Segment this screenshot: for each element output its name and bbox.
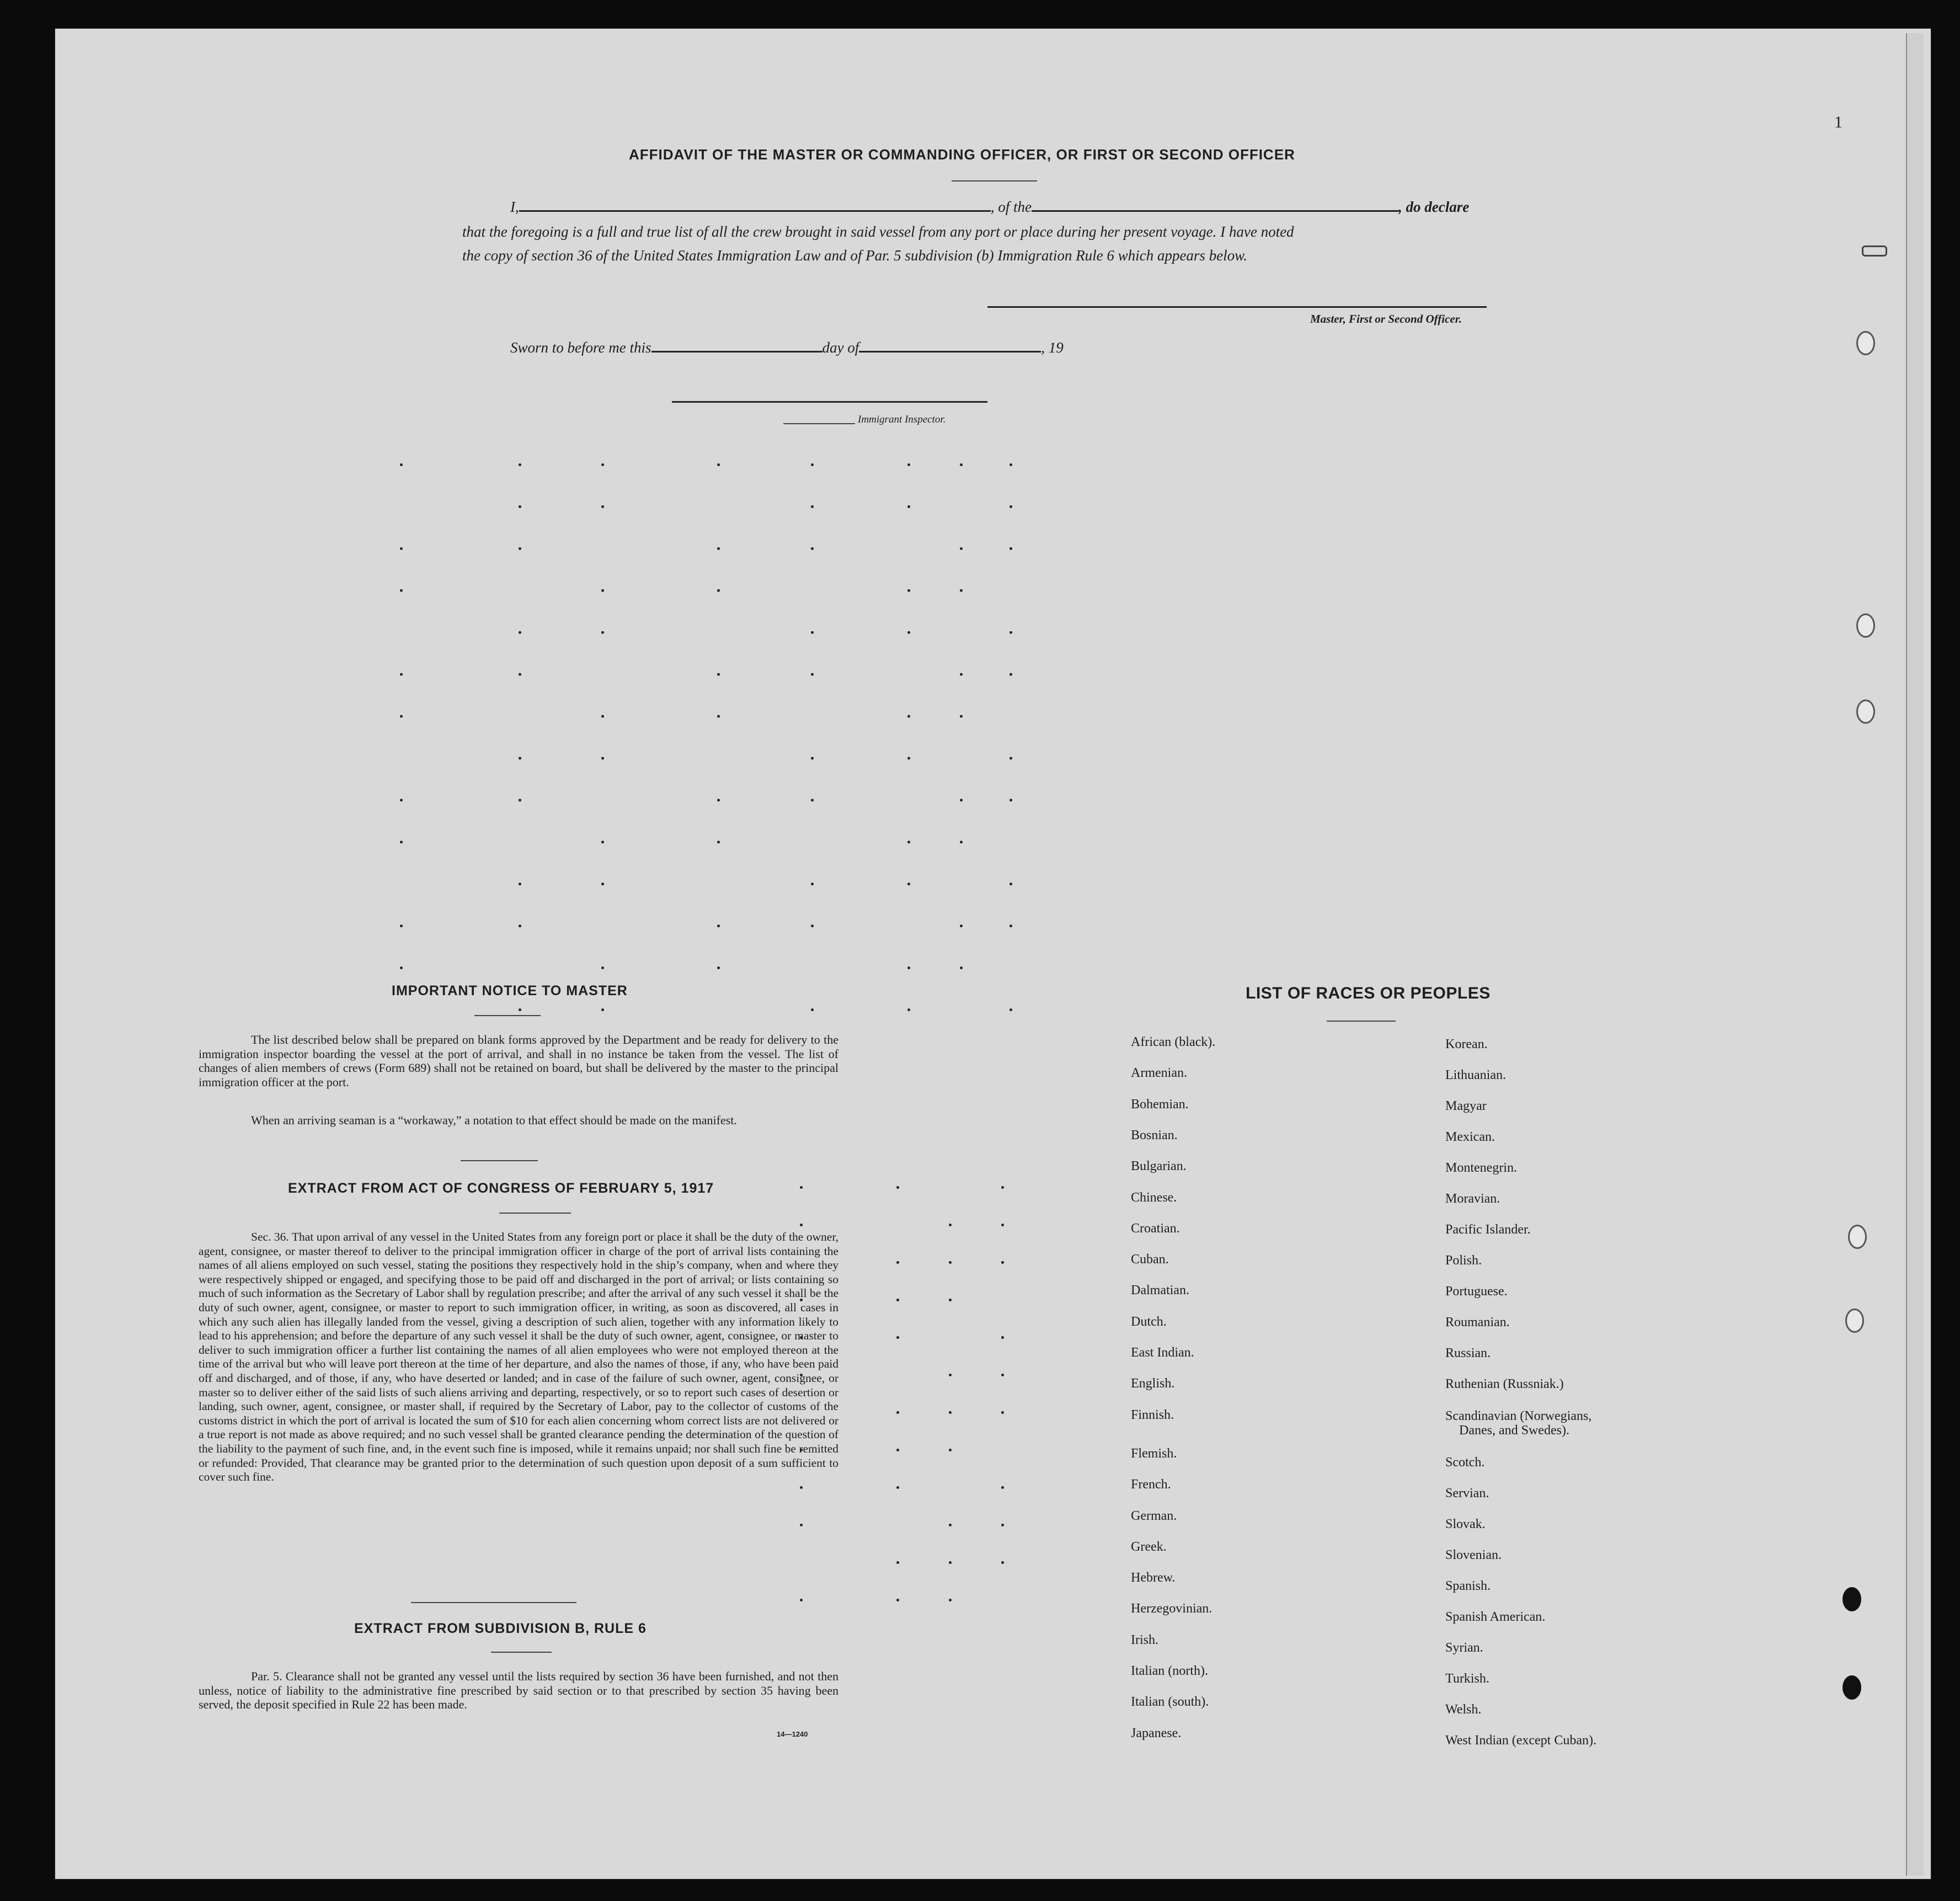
scan-dot (717, 673, 720, 676)
inspector-short-rule (783, 423, 855, 424)
page-edge (1906, 33, 1924, 1876)
scan-dot (907, 589, 910, 592)
scan-dot (811, 757, 814, 760)
scan-dot (717, 547, 720, 550)
scan-dot (717, 841, 720, 843)
master-signature-caption: Master, First or Second Officer. (1310, 312, 1462, 325)
scan-dot (949, 1299, 952, 1301)
race-item: Moravian. (1445, 1192, 1500, 1206)
scan-dot (1010, 547, 1012, 550)
act-extract-rule (499, 1213, 571, 1214)
race-item: Spanish American. (1445, 1610, 1546, 1624)
of-the-label: , of the (990, 199, 1032, 215)
scan-dot (519, 799, 521, 802)
scan-dot (907, 757, 910, 760)
scan-dot (811, 505, 814, 508)
declaration-line3: the copy of section 36 of the United States Immigration Law and of Par. 5 subdivision (b) Immigration Rule 6 which appears below. (462, 247, 1247, 264)
race-item: Roumanian. (1445, 1315, 1510, 1329)
scan-dot (519, 925, 521, 927)
scan-dot (896, 1261, 899, 1264)
scan-dot (1010, 463, 1012, 466)
scan-dot (800, 1524, 803, 1526)
scan-dot (811, 1008, 814, 1011)
race-item: Slovenian. (1445, 1548, 1502, 1562)
scan-dot (896, 1449, 899, 1451)
race-item: Spanish. (1445, 1579, 1491, 1593)
binder-hole (1856, 331, 1875, 355)
scan-dot (907, 505, 910, 508)
scan-dot (717, 589, 720, 592)
scan-dot (949, 1224, 952, 1226)
rule-extract-title: EXTRACT FROM SUBDIVISION B, RULE 6 (354, 1621, 647, 1636)
form-number: 14—1240 (777, 1730, 808, 1738)
scan-dot (601, 631, 604, 634)
rule-extract-text: Par. 5. Clearance shall not be granted any vessel until the lists required by section 36 have been furnished, and not then unless, notice of liability to the administrative fine prescribed by said section or to that prescribed by section 35 having been served, the deposit specified in Rule 22 has been made. (199, 1669, 839, 1712)
scan-dot (960, 799, 963, 802)
scan-dot (1010, 673, 1012, 676)
scan-dot (601, 1008, 604, 1011)
race-item: Mexican. (1445, 1130, 1495, 1144)
master-signature-line[interactable] (987, 306, 1487, 308)
race-item: Polish. (1445, 1253, 1482, 1268)
race-item: Magyar (1445, 1099, 1487, 1113)
race-item: Bosnian. (1131, 1128, 1178, 1142)
act-extract-text: Sec. 36. That upon arrival of any vessel in the United States from any foreign port or place it shall be the duty of the owner, agent, consignee, or master thereof to deliver to the principal immigration officer in charge of the port of arrival lists containing the names of all aliens employed on such vessel, stating the positions they respectively hold in the ship’s company, when and where they were respectively shipped or engaged, and specifying those to be paid off and discharged in the port of arrival; or lists containing so much of such information as the Secretary of Labor shall by regulation prescribe; and after the arrival of any such vessel it shall be the duty of such owner, agent, consignee, or master to report to such immigration officer, in writing, as soon as discovered, all cases in which any such alien has illegally landed from the vessel, giving a description of such alien, together with any information likely to lead to his apprehension; and before the departure of any such vessel it shall be the duty of such owner, agent, consignee, or master to deliver to such immigration officer a further list containing the names of all alien employees who were not employed thereon at the time of the arrival but who will leave port thereon at the time of her departure, and also the names of those, if any, who have been paid off and discharged, and of those, if any, who have deserted or landed; and in case of the failure of such owner, agent, consignee, or master so to deliver either of the said lists of such aliens arriving and departing, respectively, or so to report such cases of desertion or landing, such owner, agent, consignee, or master shall, if required by the Secretary of Labor, pay to the collector of customs of the customs district in which the port of arrival is located the sum of $10 for each alien concerning whom correct lists are not delivered or a true report is not made as above required; and no such vessel shall be granted clearance pending the determination of the question of the liability to the payment of such fine, and, in the event such fine is imposed, while it remains unpaid; nor shall such fine be remitted or refunded: Provided, That clearance may be granted prior to the determination of such question upon deposit of a sum sufficient to cover such fine. (199, 1230, 839, 1484)
scan-dot (907, 841, 910, 843)
scan-dot (896, 1599, 899, 1601)
race-item: West Indian (except Cuban). (1445, 1733, 1596, 1748)
scan-dot (519, 505, 521, 508)
scan-dot (960, 925, 963, 927)
scan-dot (811, 631, 814, 634)
scan-dot (1010, 799, 1012, 802)
declaration-line1 (510, 199, 1514, 216)
scan-dot (896, 1299, 899, 1301)
sworn-day-field[interactable] (651, 345, 823, 353)
scan-dot (800, 1486, 803, 1489)
scan-dot (960, 463, 963, 466)
race-item: Ruthenian (Russniak.) (1445, 1377, 1564, 1391)
race-item: Hebrew. (1131, 1571, 1176, 1585)
year-label: , 19 (1041, 339, 1064, 356)
scan-dot (717, 966, 720, 969)
binder-hole (1856, 613, 1875, 638)
scan-dot (1001, 1336, 1004, 1339)
act-extract-title: EXTRACT FROM ACT OF CONGRESS OF FEBRUARY 5, 1917 (288, 1181, 714, 1196)
scan-dot (907, 883, 910, 885)
scan-dot (960, 715, 963, 718)
race-item: Servian. (1445, 1486, 1489, 1500)
sworn-line (510, 339, 1172, 356)
race-item: Portuguese. (1445, 1284, 1508, 1299)
scan-dot (519, 757, 521, 760)
rule-extract-rule (491, 1652, 552, 1653)
races-title: LIST OF RACES OR PEOPLES (1246, 984, 1491, 1002)
race-item: Scotch. (1445, 1455, 1485, 1470)
scan-dot (896, 1336, 899, 1339)
scan-dot (896, 1411, 899, 1414)
races-rule (1327, 1021, 1396, 1022)
race-item: Dutch. (1131, 1315, 1167, 1329)
race-item: Slovak. (1445, 1517, 1486, 1531)
scan-dot (960, 673, 963, 676)
scan-dot (400, 673, 403, 676)
scan-dot (519, 547, 521, 550)
race-item: Greek. (1131, 1540, 1167, 1554)
notice-rule (474, 1015, 541, 1016)
scan-dot (1001, 1186, 1004, 1189)
scan-dot (960, 841, 963, 843)
scan-dot (601, 757, 604, 760)
scan-dot (811, 673, 814, 676)
scan-dot (907, 966, 910, 969)
scan-dot (601, 883, 604, 885)
scan-dot (519, 673, 521, 676)
scan-dot (949, 1411, 952, 1414)
do-declare-label: , do declare (1398, 199, 1470, 215)
scan-dot (800, 1224, 803, 1226)
binder-hole (1842, 1587, 1861, 1611)
vessel-name-field[interactable] (1032, 205, 1398, 212)
binder-hole (1845, 1309, 1864, 1333)
scan-dot (1001, 1561, 1004, 1564)
scan-dot (400, 925, 403, 927)
scan-dot (811, 547, 814, 550)
scan-dot (800, 1186, 803, 1189)
scan-dot (949, 1449, 952, 1451)
scan-dot (1010, 1008, 1012, 1011)
declarant-label: I, (510, 199, 519, 215)
scan-dot (811, 925, 814, 927)
race-item: Turkish. (1445, 1672, 1489, 1686)
scan-dot (949, 1374, 952, 1376)
scan-dot (1010, 925, 1012, 927)
scan-dot (1010, 505, 1012, 508)
race-item: Scandinavian (Norwegians, (1445, 1409, 1592, 1423)
race-item: Lithuanian. (1445, 1068, 1506, 1082)
scan-dot (949, 1261, 952, 1264)
sworn-month-field[interactable] (859, 345, 1041, 353)
race-item: Russian. (1445, 1346, 1491, 1360)
scan-dot (907, 631, 910, 634)
scan-dot (400, 841, 403, 843)
race-item: French. (1131, 1477, 1171, 1492)
scan-dot (1010, 883, 1012, 885)
scan-dot (811, 463, 814, 466)
notice-paragraph-1: The list described below shall be prepared on blank forms approved by the Department and be ready for delivery to the immigration inspector boarding the vessel at the port of arrival, and shall in no instance be taken from the vessel. The list of changes of alien members of crews (Form 689) shall not be retained on board, but shall be delivered by the master to the principal immigration officer at the port. (199, 1033, 839, 1089)
scan-dot (717, 463, 720, 466)
race-item: Dalmatian. (1131, 1283, 1189, 1297)
race-item: Croatian. (1131, 1221, 1180, 1236)
scan-dot (896, 1561, 899, 1564)
race-item: German. (1131, 1509, 1177, 1523)
race-item: Bohemian. (1131, 1097, 1189, 1112)
scan-dot (601, 505, 604, 508)
scan-dot (601, 841, 604, 843)
scan-dot (1010, 757, 1012, 760)
sworn-label: Sworn to before me this (510, 339, 651, 356)
scan-dot (519, 463, 521, 466)
scan-dot (601, 966, 604, 969)
scan-dot (907, 715, 910, 718)
notice-end-rule (461, 1160, 538, 1161)
race-item: English. (1131, 1376, 1175, 1391)
scan-dot (907, 1008, 910, 1011)
notice-title: IMPORTANT NOTICE TO MASTER (392, 983, 628, 998)
scan-dot (896, 1186, 899, 1189)
race-item: Irish. (1131, 1633, 1158, 1647)
notice-paragraph-2: When an arriving seaman is a “workaway,” a notation to that effect should be made on the manifest. (251, 1113, 737, 1127)
scan-dot (896, 1486, 899, 1489)
race-item: Chinese. (1131, 1190, 1177, 1205)
binder-clip-icon (1862, 245, 1887, 257)
binder-hole (1856, 699, 1875, 724)
day-of-label: day of (822, 339, 859, 356)
scan-dot (400, 966, 403, 969)
scan-dot (400, 715, 403, 718)
scan-dot (960, 547, 963, 550)
scan-dot (519, 883, 521, 885)
scan-dot (601, 715, 604, 718)
page-number: 1 (1834, 113, 1842, 131)
race-item: African (black). (1131, 1035, 1216, 1049)
scan-dot (960, 589, 963, 592)
scan-dot (960, 966, 963, 969)
scan-dot (1001, 1486, 1004, 1489)
race-item: Flemish. (1131, 1446, 1177, 1461)
inspector-signature-line[interactable] (672, 401, 987, 403)
scan-dot (400, 589, 403, 592)
race-item: Welsh. (1445, 1702, 1482, 1717)
race-item: Cuban. (1131, 1252, 1169, 1267)
scan-dot (811, 883, 814, 885)
race-item: Montenegrin. (1445, 1161, 1517, 1175)
scan-dot (1001, 1261, 1004, 1264)
scan-dot (1001, 1411, 1004, 1414)
scan-dot (601, 589, 604, 592)
race-item: Italian (north). (1131, 1664, 1208, 1678)
scan-dot (811, 799, 814, 802)
binder-hole (1842, 1675, 1861, 1700)
scan-dot (1001, 1224, 1004, 1226)
inspector-caption: Immigrant Inspector. (858, 414, 946, 425)
race-item: Armenian. (1131, 1066, 1187, 1080)
race-item: Pacific Islander. (1445, 1222, 1531, 1237)
scan-dot (800, 1599, 803, 1601)
scan-dot (717, 925, 720, 927)
race-item: Italian (south). (1131, 1695, 1209, 1709)
race-item: Korean. (1445, 1037, 1488, 1051)
affidavit-title: AFFIDAVIT OF THE MASTER OR COMMANDING OFFICER, OR FIRST OR SECOND OFFICER (629, 146, 1295, 163)
scan-dot (519, 1008, 521, 1011)
scan-dot (949, 1524, 952, 1526)
scan-dot (949, 1599, 952, 1601)
race-item: Finnish. (1131, 1408, 1174, 1422)
scan-dot (1010, 631, 1012, 634)
race-item: Syrian. (1445, 1641, 1483, 1655)
scan-dot (717, 715, 720, 718)
declaration-line2: that the foregoing is a full and true list of all the crew brought in said vessel from any port or place during her present voyage. I have noted (462, 223, 1294, 240)
scan-dot (400, 463, 403, 466)
binder-hole (1848, 1225, 1867, 1249)
scan-dot (400, 547, 403, 550)
race-item: Herzegovinian. (1131, 1601, 1213, 1616)
race-item: Bulgarian. (1131, 1159, 1187, 1173)
scan-dot (601, 463, 604, 466)
race-item: Danes, and Swedes). (1459, 1423, 1569, 1438)
act-extract-end-rule (411, 1602, 576, 1603)
race-item: East Indian. (1131, 1345, 1194, 1360)
declarant-name-field[interactable] (519, 205, 991, 212)
scan-dot (1001, 1524, 1004, 1526)
scan-dot (907, 463, 910, 466)
scan-dot (400, 799, 403, 802)
scan-dot (717, 799, 720, 802)
race-item: Japanese. (1131, 1726, 1182, 1740)
scan-dot (519, 631, 521, 634)
scan-dot (1001, 1374, 1004, 1376)
title-rule (952, 180, 1037, 181)
scan-dot (949, 1561, 952, 1564)
